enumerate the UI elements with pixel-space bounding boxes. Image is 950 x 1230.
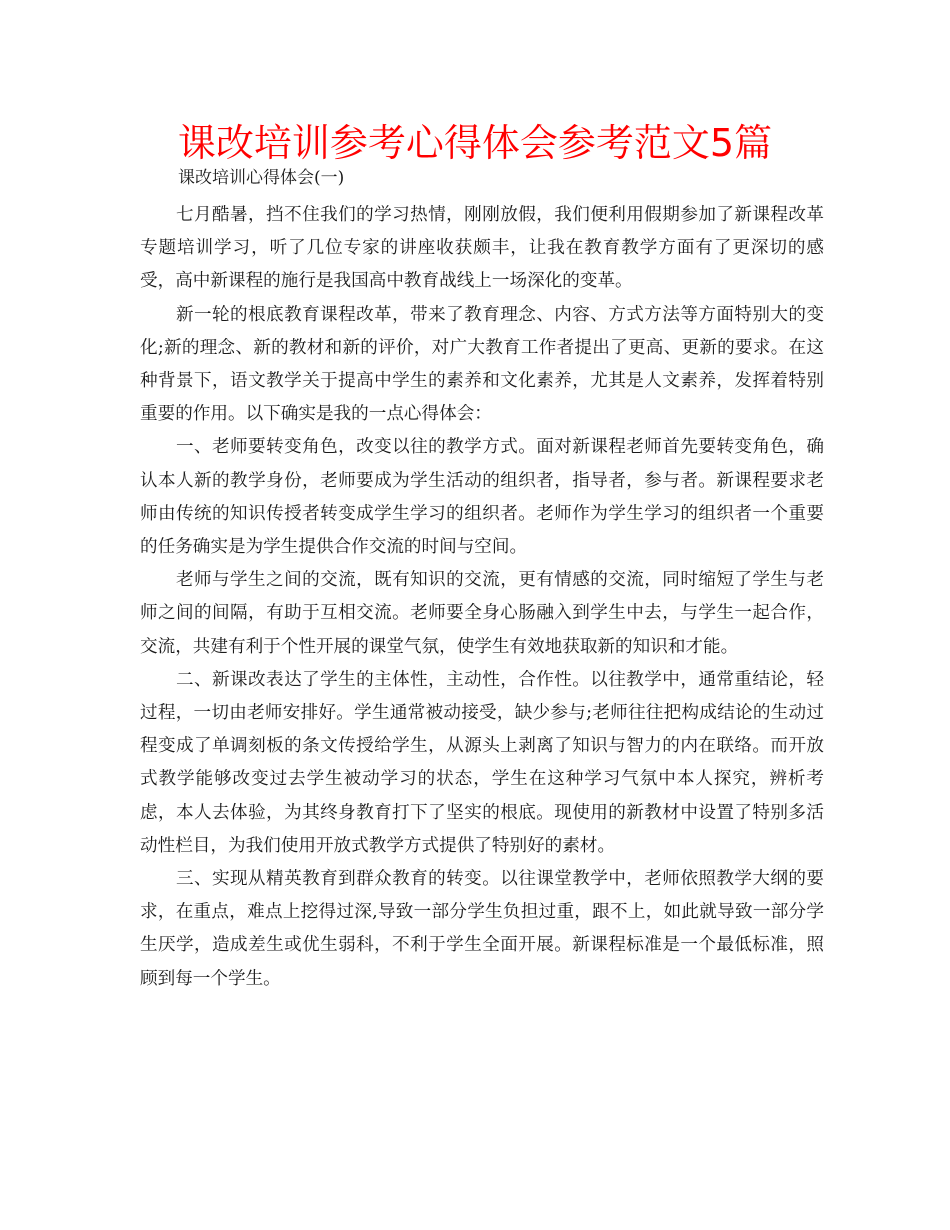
paragraph-2: 新一轮的根底教育课程改革，带来了教育理念、内容、方式方法等方面特别大的变化;新的理念、新的教材和新的评价，对广大教育工作者提出了更高、更新的要求。在这种背景下，语文教学关于提高中学生的素养和文化素养，尤其是人文素养，发挥着特别重要的作用。以下确实是我的一点心得体会： [140,304,824,425]
paragraph-1: 七月酷暑，挡不住我们的学习热情，刚刚放假，我们便利用假期参加了新课程改革专题培训学习，听了几位专家的讲座收获颇丰，让我在教育教学方面有了更深切的感受，高中新课程的施行是我国高中教育战线上一场深化的变革。 [140,205,824,292]
document-title: 课改培训参考心得体会参考范文5篇 [177,121,773,165]
paragraph-5: 二、新课改表达了学生的主体性，主动性，合作性。以往教学中，通常重结论，轻过程，一切由老师安排好。学生通常被动接受，缺少参与;老师往往把构成结论的生动过程变成了单调刻板的条文传授给学生，从源头上剥离了知识与智力的内在联络。而开放式教学能够改变过去学生被动学习的状态，学生在这种学习气氛中本人探究，辨析考虑，本人去体验，为其终身教育打下了坚实的根底。现使用的新教材中设置了特别多活动性栏目，为我们使用开放式教学方式提供了特别好的素材。 [140,669,824,856]
paragraph-4: 老师与学生之间的交流，既有知识的交流，更有情感的交流，同时缩短了学生与老师之间的间隔，有助于互相交流。老师要全身心肠融入到学生中去，与学生一起合作，交流，共建有利于个性开展的课堂气氛，使学生有效地获取新的知识和才能。 [140,570,824,657]
paragraph-3: 一、老师要转变角色，改变以往的教学方式。面对新课程老师首先要转变角色，确认本人新的教学身份，老师要成为学生活动的组织者，指导者，参与者。新课程要求老师由传统的知识传授者转变成学生学习的组织者。老师作为学生学习的组织者一个重要的任务确实是为学生提供合作交流的时间与空间。 [140,437,824,558]
document-subtitle: 课改培训心得体会(一) [178,168,345,188]
document-body [140,199,824,996]
paragraph-6: 三、实现从精英教育到群众教育的转变。以往课堂教学中，老师依照教学大纲的要求，在重点，难点上挖得过深,导致一部分学生负担过重，跟不上，如此就导致一部分学生厌学，造成差生或优生弱科，不利于学生全面开展。新课程标准是一个最低标准，照顾到每一个学生。 [140,869,824,989]
